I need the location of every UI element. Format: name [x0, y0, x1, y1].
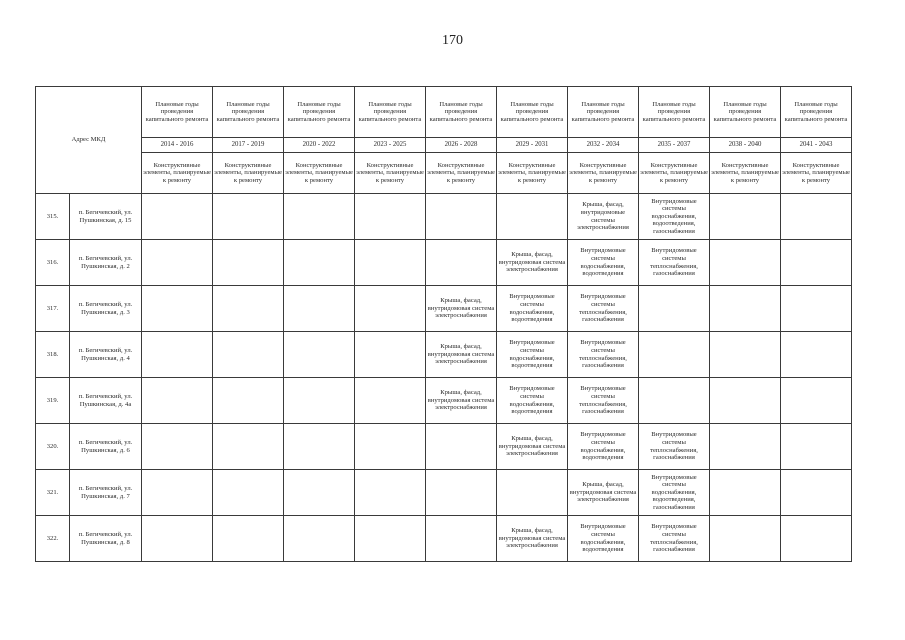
repair-cell: Внутридомовые системы теплоснабжения, газоснабжения: [639, 424, 710, 470]
repair-cell: Внутридомовые системы водоснабжения, водоотведения: [568, 240, 639, 286]
row-number: 315.: [36, 194, 70, 240]
row-address: п. Бегичевский, ул. Пушкинская, д. 4: [70, 332, 142, 378]
header-years-label: Плановые годы проведения капитального ремонта: [426, 87, 497, 138]
repair-cell: [284, 424, 355, 470]
repair-cell: [284, 240, 355, 286]
row-address: п. Бегичевский, ул. Пушкинская, д. 6: [70, 424, 142, 470]
header-years-label: Плановые годы проведения капитального ремонта: [142, 87, 213, 138]
repair-cell: [710, 194, 781, 240]
repair-cell: [781, 516, 852, 562]
repair-cell: Крыша, фасад, внутридомовая система электроснабжения: [497, 516, 568, 562]
repair-cell: [213, 516, 284, 562]
repair-cell: [710, 332, 781, 378]
repair-cell: [142, 470, 213, 516]
page-number: 170: [442, 33, 463, 48]
repair-cell: [781, 286, 852, 332]
header-period: 2029 - 2031: [497, 138, 568, 153]
repair-cell: [710, 470, 781, 516]
header-elements-label: Конструктивные элементы, планируемые к ремонту: [710, 153, 781, 194]
repair-cell: [213, 424, 284, 470]
repair-cell: [426, 516, 497, 562]
table-row: [36, 240, 852, 286]
repair-cell: Внутридомовые системы теплоснабжения, газоснабжения: [568, 332, 639, 378]
repair-cell: Внутридомовые системы теплоснабжения, газоснабжения: [639, 516, 710, 562]
header-period: 2023 - 2025: [355, 138, 426, 153]
repair-cell: [284, 194, 355, 240]
repair-cell: Внутридомовые системы водоснабжения, водоотведения, газоснабжения: [639, 194, 710, 240]
repair-cell: [284, 470, 355, 516]
header-elements-label: Конструктивные элементы, планируемые к ремонту: [355, 153, 426, 194]
table-row: [36, 378, 852, 424]
repair-cell: [781, 194, 852, 240]
table-body: [36, 194, 852, 562]
row-number: 321.: [36, 470, 70, 516]
header-row-elements: [36, 153, 852, 194]
row-number: 319.: [36, 378, 70, 424]
table-row: [36, 516, 852, 562]
repair-cell: [781, 240, 852, 286]
repair-cell: [142, 332, 213, 378]
header-years-label: Плановые годы проведения капитального ремонта: [213, 87, 284, 138]
row-address: п. Бегичевский, ул. Пушкинская, д. 4а: [70, 378, 142, 424]
repair-cell: [426, 240, 497, 286]
header-row-years: [36, 87, 852, 138]
repair-cell: [142, 378, 213, 424]
header-elements-label: Конструктивные элементы, планируемые к ремонту: [568, 153, 639, 194]
repair-cell: [355, 378, 426, 424]
repair-cell: Внутридомовые системы водоснабжения, водоотведения: [568, 424, 639, 470]
row-address: п. Бегичевский, ул. Пушкинская, д. 15: [70, 194, 142, 240]
repair-cell: [213, 194, 284, 240]
repair-cell: Внутридомовые системы водоснабжения, водоотведения, газоснабжения: [639, 470, 710, 516]
repair-cell: [781, 332, 852, 378]
repair-cell: [781, 470, 852, 516]
repair-cell: [142, 516, 213, 562]
row-number: 322.: [36, 516, 70, 562]
repair-cell: Внутридомовые системы теплоснабжения, газоснабжения: [568, 378, 639, 424]
header-elements-label: Конструктивные элементы, планируемые к ремонту: [639, 153, 710, 194]
repair-cell: [142, 240, 213, 286]
repair-cell: [213, 240, 284, 286]
header-elements-label: Конструктивные элементы, планируемые к ремонту: [426, 153, 497, 194]
header-years-label: Плановые годы проведения капитального ремонта: [639, 87, 710, 138]
repair-cell: Внутридомовые системы теплоснабжения, газоснабжения: [568, 286, 639, 332]
table-header: [36, 87, 852, 194]
row-address: п. Бегичевский, ул. Пушкинская, д. 2: [70, 240, 142, 286]
repair-cell: [142, 194, 213, 240]
header-period: 2032 - 2034: [568, 138, 639, 153]
row-number: 316.: [36, 240, 70, 286]
repair-cell: [284, 516, 355, 562]
header-period: 2035 - 2037: [639, 138, 710, 153]
repair-cell: Крыша, фасад, внутридомовые системы электроснабжения: [568, 194, 639, 240]
repair-cell: [213, 286, 284, 332]
repair-cell: Внутридомовые системы водоснабжения, водоотведения: [497, 332, 568, 378]
table-row: [36, 470, 852, 516]
repair-cell: [710, 240, 781, 286]
header-years-label: Плановые годы проведения капитального ремонта: [568, 87, 639, 138]
repair-cell: [426, 194, 497, 240]
header-period: 2041 - 2043: [781, 138, 852, 153]
repair-cell: [142, 424, 213, 470]
repair-cell: [355, 194, 426, 240]
header-years-label: Плановые годы проведения капитального ремонта: [781, 87, 852, 138]
header-elements-label: Конструктивные элементы, планируемые к ремонту: [142, 153, 213, 194]
address-header: Адрес МКД: [36, 87, 142, 194]
repair-cell: [355, 332, 426, 378]
repair-cell: [355, 286, 426, 332]
table-row: [36, 424, 852, 470]
repair-cell: [355, 516, 426, 562]
repair-cell: Крыша, фасад, внутридомовая система электроснабжения: [568, 470, 639, 516]
repair-cell: [284, 378, 355, 424]
repair-cell: [497, 470, 568, 516]
table-row: [36, 332, 852, 378]
row-address: п. Бегичевский, ул. Пушкинская, д. 3: [70, 286, 142, 332]
header-elements-label: Конструктивные элементы, планируемые к ремонту: [284, 153, 355, 194]
repair-cell: [213, 332, 284, 378]
repair-cell: Крыша, фасад, внутридомовая система электроснабжения: [497, 240, 568, 286]
repair-cell: [213, 378, 284, 424]
repair-cell: [142, 286, 213, 332]
header-years-label: Плановые годы проведения капитального ремонта: [284, 87, 355, 138]
repair-cell: [355, 470, 426, 516]
row-number: 320.: [36, 424, 70, 470]
header-period: 2026 - 2028: [426, 138, 497, 153]
repair-cell: [710, 286, 781, 332]
row-address: п. Бегичевский, ул. Пушкинская, д. 8: [70, 516, 142, 562]
header-years-label: Плановые годы проведения капитального ремонта: [497, 87, 568, 138]
repair-cell: [781, 378, 852, 424]
repair-cell: Внутридомовые системы теплоснабжения, газоснабжения: [639, 240, 710, 286]
repair-cell: [426, 424, 497, 470]
header-years-label: Плановые годы проведения капитального ремонта: [355, 87, 426, 138]
row-number: 317.: [36, 286, 70, 332]
repair-cell: [781, 424, 852, 470]
repair-cell: [355, 424, 426, 470]
repair-cell: [710, 516, 781, 562]
repair-cell: [355, 240, 426, 286]
repair-cell: [639, 286, 710, 332]
header-years-label: Плановые годы проведения капитального ремонта: [710, 87, 781, 138]
header-elements-label: Конструктивные элементы, планируемые к ремонту: [781, 153, 852, 194]
repair-cell: [284, 332, 355, 378]
repair-cell: [426, 470, 497, 516]
header-period: 2014 - 2016: [142, 138, 213, 153]
header-period: 2038 - 2040: [710, 138, 781, 153]
repair-cell: [639, 378, 710, 424]
table-row: [36, 194, 852, 240]
header-period: 2020 - 2022: [284, 138, 355, 153]
repair-cell: Внутридомовые системы водоснабжения, водоотведения: [568, 516, 639, 562]
row-number: 318.: [36, 332, 70, 378]
header-row-periods: [36, 138, 852, 153]
repair-cell: Крыша, фасад, внутридомовая система электроснабжения: [426, 378, 497, 424]
repair-cell: Крыша, фасад, внутридомовая система электроснабжения: [426, 332, 497, 378]
repair-schedule-table: [35, 86, 852, 562]
table-row: [36, 286, 852, 332]
header-period: 2017 - 2019: [213, 138, 284, 153]
header-elements-label: Конструктивные элементы, планируемые к ремонту: [213, 153, 284, 194]
repair-cell: [710, 378, 781, 424]
repair-cell: Внутридомовые системы водоснабжения, водоотведения: [497, 286, 568, 332]
repair-cell: [497, 194, 568, 240]
repair-cell: Крыша, фасад, внутридомовая система электроснабжения: [426, 286, 497, 332]
repair-cell: [710, 424, 781, 470]
repair-cell: [284, 286, 355, 332]
repair-cell: Внутридомовые системы водоснабжения, водоотведения: [497, 378, 568, 424]
repair-cell: [213, 470, 284, 516]
repair-cell: [639, 332, 710, 378]
row-address: п. Бегичевский, ул. Пушкинская, д. 7: [70, 470, 142, 516]
header-elements-label: Конструктивные элементы, планируемые к ремонту: [497, 153, 568, 194]
repair-cell: Крыша, фасад, внутридомовая система электроснабжения: [497, 424, 568, 470]
